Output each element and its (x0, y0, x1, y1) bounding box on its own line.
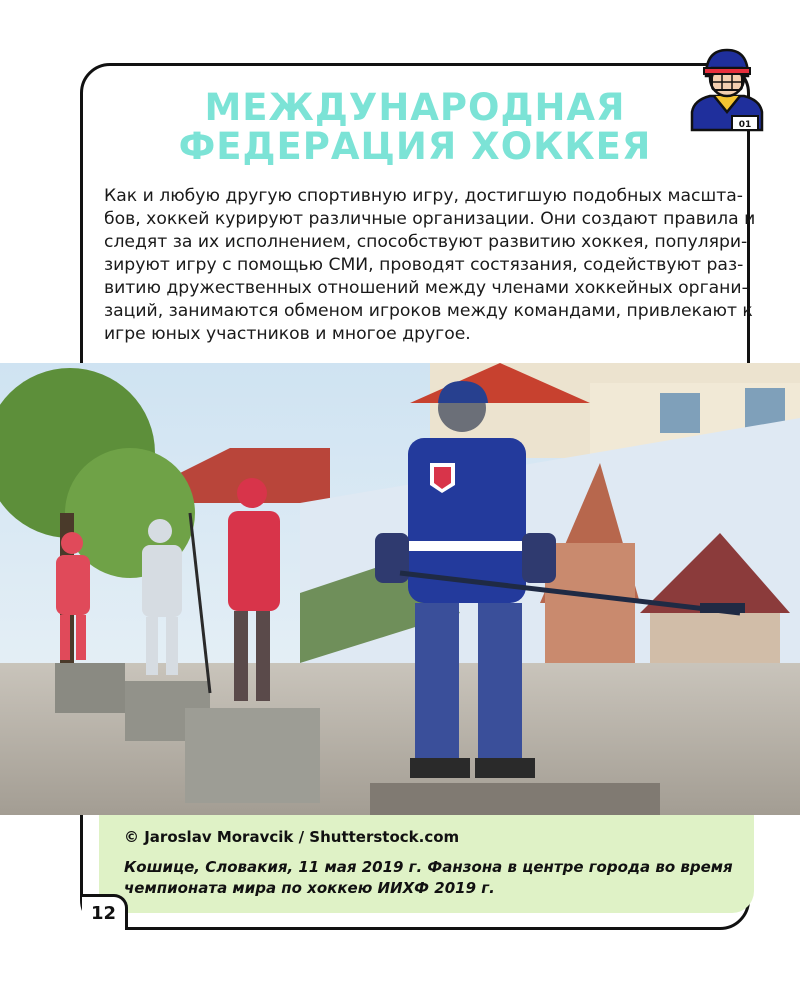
photo-caption (99, 815, 754, 913)
caption-line: Кошице, Словакия, 11 мая 2019 г. Фанзона в центре города во время (124, 858, 733, 876)
caption-description (124, 857, 733, 899)
paragraph-line: Как и любую другую спортивную игру, достигшую подобных масшта- (104, 186, 743, 206)
photo-credit: © Jaroslav Moravcik / Shutterstock.com (124, 828, 460, 846)
hockey-player-icon (686, 42, 768, 132)
paragraph-line: игре юных участников и многое другое. (104, 324, 471, 344)
caption-line: чемпионата мира по хоккею ИИХФ 2019 г. (124, 879, 495, 897)
paragraph-line: витию дружественных отношений между членами хоккейных органи- (104, 278, 748, 298)
paragraph-line: заций, занимаются обменом игроков между командами, привлекают к (104, 301, 753, 321)
page-number: 12 (82, 894, 128, 930)
page-title-line-2: ФЕДЕРАЦИЯ ХОККЕЯ (178, 125, 652, 168)
paragraph-line: следят за их исполнением, способствуют развитию хоккея, популяри- (104, 232, 748, 252)
hockey-statues-photo (0, 363, 800, 815)
paragraph-line: зируют игру с помощью СМИ, проводят состязания, содействуют раз- (104, 255, 744, 275)
intro-paragraph (104, 185, 756, 346)
mascot-number: 01 (738, 120, 752, 130)
paragraph-line: бов, хоккей курируют различные организации. Они создают правила и (104, 209, 756, 229)
page-title-line-1: МЕЖДУНАРОДНАЯ (204, 86, 626, 129)
